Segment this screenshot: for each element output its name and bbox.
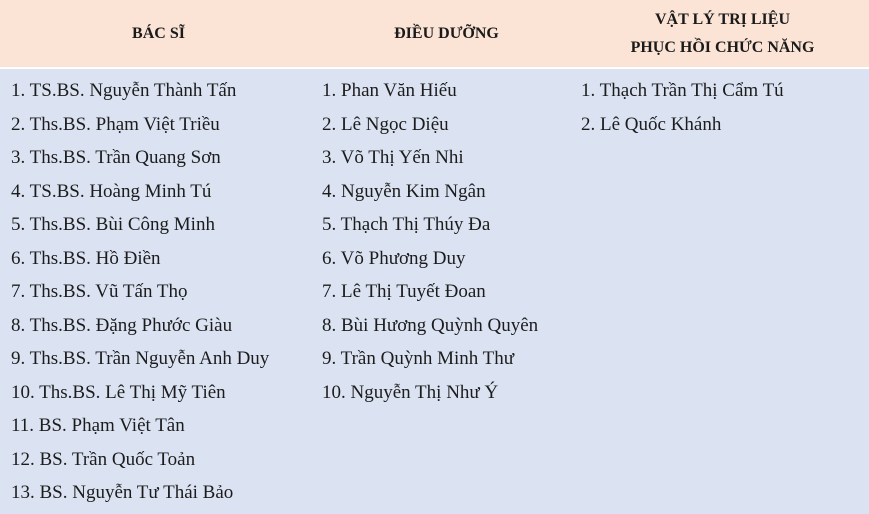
list-item: 2. Lê Quốc Khánh <box>581 113 722 135</box>
list-item: 7. Lê Thị Tuyết Đoan <box>322 281 486 302</box>
list-item: 9. Trần Quỳnh Minh Thư <box>322 348 515 369</box>
list-item: 4. Nguyễn Kim Ngân <box>322 180 486 202</box>
list-item: 10. Ths.BS. Lê Thị Mỹ Tiên <box>11 381 226 403</box>
rehab-column-header <box>576 0 869 67</box>
nurses-column-header <box>317 0 576 67</box>
rehab-header-label-line1: VẬT LÝ TRỊ LIỆU <box>654 10 790 28</box>
list-item: 3. Ths.BS. Trần Quang Sơn <box>11 147 221 168</box>
list-item: 2. Ths.BS. Phạm Việt Triều <box>11 113 220 135</box>
rehab-header-label-line2: PHỤC HỒI CHỨC NĂNG <box>630 38 815 56</box>
list-item: 1. TS.BS. Nguyễn Thành Tấn <box>11 80 237 101</box>
list-item: 8. Bùi Hương Quỳnh Quyên <box>322 314 539 336</box>
list-item: 11. BS. Phạm Việt Tân <box>11 415 185 436</box>
list-item: 5. Thạch Thị Thúy Đa <box>322 214 491 235</box>
list-item: 1. Thạch Trần Thị Cẩm Tú <box>581 80 784 101</box>
rehab-list <box>581 74 784 141</box>
list-item: 2. Lê Ngọc Diệu <box>322 113 449 135</box>
list-item: 7. Ths.BS. Vũ Tấn Thọ <box>11 281 188 302</box>
list-item: 9. Ths.BS. Trần Nguyễn Anh Duy <box>11 348 270 369</box>
nurses-list <box>322 74 538 409</box>
list-item: 10. Nguyễn Thị Như Ý <box>322 381 499 403</box>
nurses-header-label: ĐIỀU DƯỠNG <box>394 24 499 42</box>
list-item: 6. Ths.BS. Hồ Điền <box>11 247 161 269</box>
list-item: 4. TS.BS. Hoàng Minh Tú <box>11 180 212 202</box>
doctors-header-label: BÁC SĨ <box>132 24 185 42</box>
list-item: 5. Ths.BS. Bùi Công Minh <box>11 214 215 235</box>
list-item: 8. Ths.BS. Đặng Phước Giàu <box>11 314 233 336</box>
list-item: 13. BS. Nguyễn Tư Thái Bảo <box>11 482 234 503</box>
list-item: 1. Phan Văn Hiếu <box>322 80 457 101</box>
list-item: 3. Võ Thị Yến Nhi <box>322 147 464 168</box>
doctors-column-header <box>0 0 317 67</box>
header-divider <box>0 67 869 69</box>
doctors-list <box>11 74 269 510</box>
list-item: 6. Võ Phương Duy <box>322 247 466 269</box>
list-item: 12. BS. Trần Quốc Toản <box>11 448 196 470</box>
